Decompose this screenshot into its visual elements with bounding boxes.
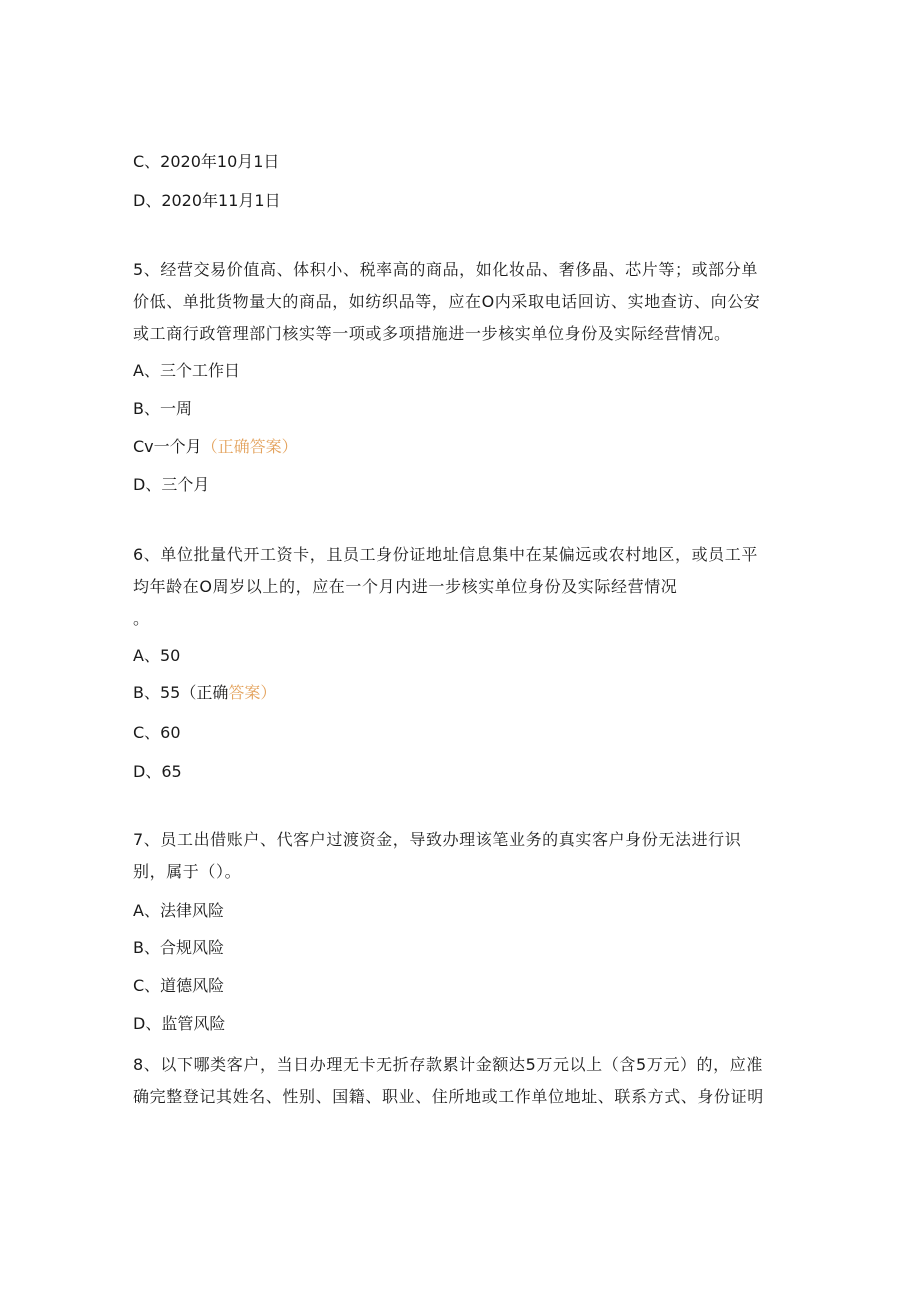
q6-text-line-1: 6、单位批量代开工资卡，且员工身份证地址信息集中在某偏远或农村地区，或员工平	[133, 545, 758, 564]
q6-option-b	[133, 683, 276, 703]
q5-correct-answer-mark: （正确答案）	[201, 437, 298, 456]
q6-option-a: A、50	[133, 646, 181, 665]
q5-text-line-1: 5、经营交易价值高、体积小、税率高的商品，如化妆品、奢侈晶、芯片等；或部分单	[133, 260, 758, 279]
q7-option-d: D、监管风险	[133, 1014, 226, 1033]
q4-option-c: C、2020年10月1日	[133, 152, 280, 171]
q6-text-line-2: 均年龄在O周岁以上的，应在一个月内进一步核实单位身份及实际经营情况	[133, 577, 678, 596]
q8-text-line-2: 确完整登记其姓名、性别、国籍、职业、住所地或工作单位地址、联系方式、身份证明	[133, 1087, 764, 1106]
q6-correct-answer-mark: 答案）	[228, 683, 277, 702]
q5-text-line-2: 价低、单批货物量大的商品，如纺织品等，应在O内采取电话回访、实地查访、向公安	[133, 292, 761, 311]
q4-option-d: D、2020年11月1日	[133, 191, 281, 210]
q5-text-line-3: 或工商行政管理部门核实等一项或多项措施进一步核实单位身份及实际经营情况。	[133, 324, 731, 343]
q5-option-c	[133, 437, 298, 457]
q5-option-d: D、三个月	[133, 475, 210, 494]
q6-option-b-label: B、55（正确	[133, 683, 229, 702]
q7-text-line-2: 别，属于（）。	[133, 862, 242, 881]
q7-option-c: C、道德风险	[133, 976, 225, 995]
q5-option-b: B、一周	[133, 399, 192, 418]
q5-option-a: A、三个工作日	[133, 361, 240, 380]
q7-text-line-1: 7、员工出借账户、代客户过渡资金，导致办理该笔业务的真实客户身份无法进行识	[133, 830, 742, 849]
q6-text-line-3: 。	[133, 609, 150, 628]
q7-option-b: B、合规风险	[133, 938, 224, 957]
q6-option-c: C、60	[133, 723, 181, 742]
q5-option-c-label: Cv一个月	[133, 437, 202, 456]
q7-option-a: A、法律风险	[133, 901, 224, 920]
q8-text-line-1: 8、以下哪类客户，当日办理无卡无折存款累计金额达5万元以上（含5万元）的，应准	[133, 1055, 763, 1074]
q6-option-d: D、65	[133, 762, 182, 781]
